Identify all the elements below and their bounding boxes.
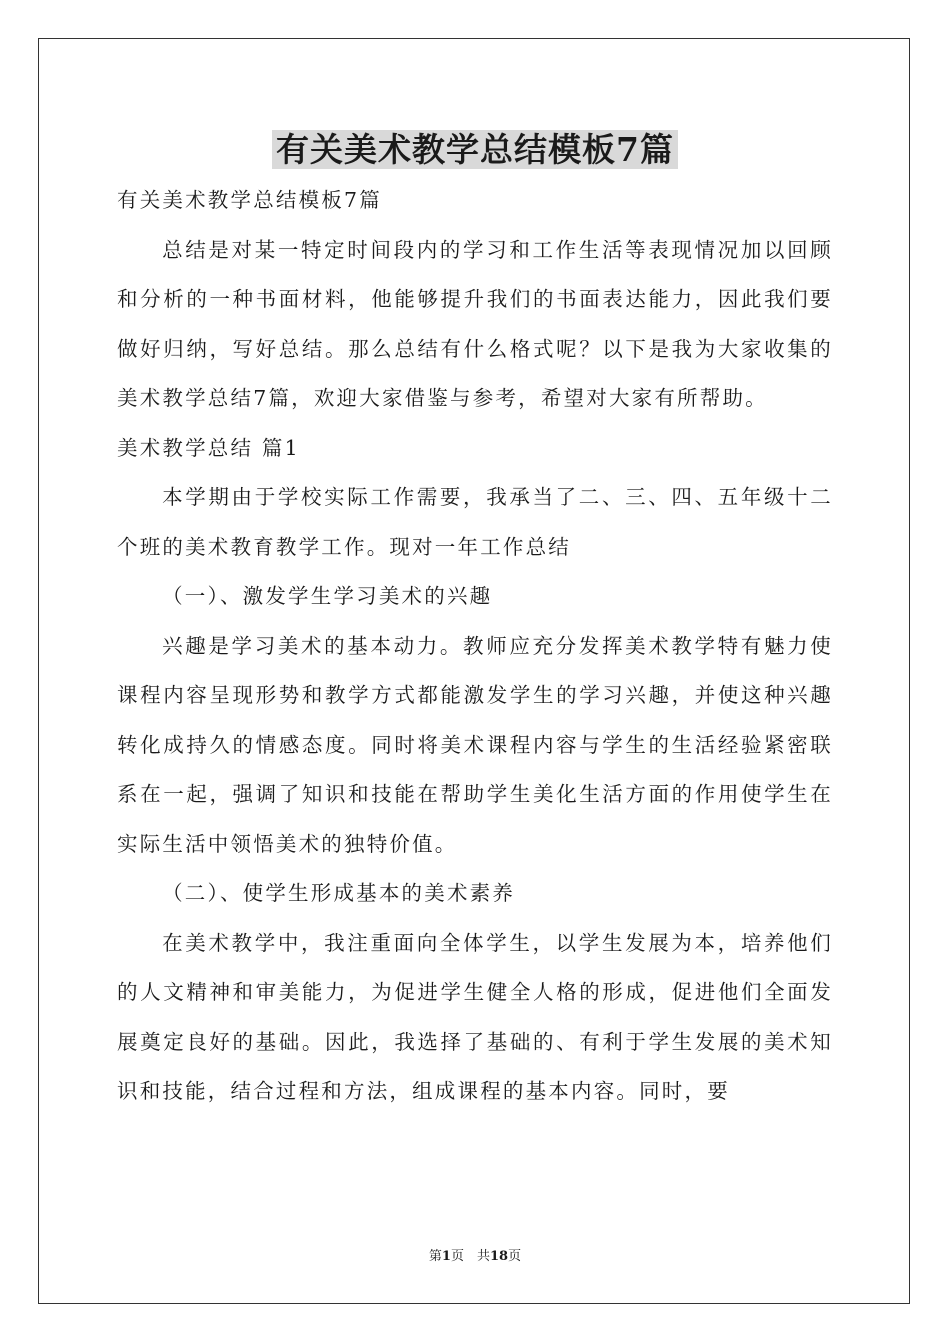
body-paragraph: 在美术教学中，我注重面向全体学生，以学生发展为本，培养他们的人文精神和审美能力，为促进学生健全人格的形成，促进他们全面发展奠定良好的基础。因此，我选择了基础的、有利于学生发展的美术知识和技能，结合过程和方法，组成课程的基本内容。同时，要 (117, 930, 833, 1103)
subsection-heading: （二）、使学生形成基本的美术素养 (162, 881, 516, 905)
footer-page-mid: 页 共 (450, 1249, 490, 1264)
intro-paragraph: 总结是对某一特定时间段内的学习和工作生活等表现情况加以回顾和分析的一种书面材料，他能够提升我们的书面表达能力，因此我们要做好归纳，写好总结。那么总结有什么格式呢？以下是我为大家收集的美术教学总结7篇，欢迎大家借鉴与参考，希望对大家有所帮助。 (117, 237, 833, 410)
page-footer (0, 1248, 950, 1266)
body-paragraph: 兴趣是学习美术的基本动力。教师应充分发挥美术教学特有魅力使课程内容呈现形势和教学方式都能激发学生的学习兴趣，并使这种兴趣转化成持久的情感态度。同时将美术课程内容与学生的生活经验紧密联系在一起，强调了知识和技能在帮助学生美化生活方面的作用使学生在实际生活中领悟美术的独特价值。 (117, 633, 833, 856)
footer-page-prefix: 第 (428, 1249, 442, 1264)
document-title-text: 有关美术教学总结模板7篇 (272, 130, 678, 169)
body-paragraph: 本学期由于学校实际工作需要，我承当了二、三、四、五年级十二个班的美术教育教学工作。现对一年工作总结 (117, 485, 833, 559)
subsection-heading: （一）、激发学生学习美术的兴趣 (162, 584, 493, 608)
document-body (117, 176, 833, 1117)
section-heading: 美术教学总结 篇1 (117, 435, 300, 460)
document-title (0, 128, 950, 172)
document-subtitle: 有关美术教学总结模板7篇 (117, 188, 382, 212)
footer-page-total: 18 (489, 1249, 509, 1264)
footer-page-suffix: 页 (508, 1249, 522, 1264)
footer-page-current: 1 (441, 1249, 451, 1264)
